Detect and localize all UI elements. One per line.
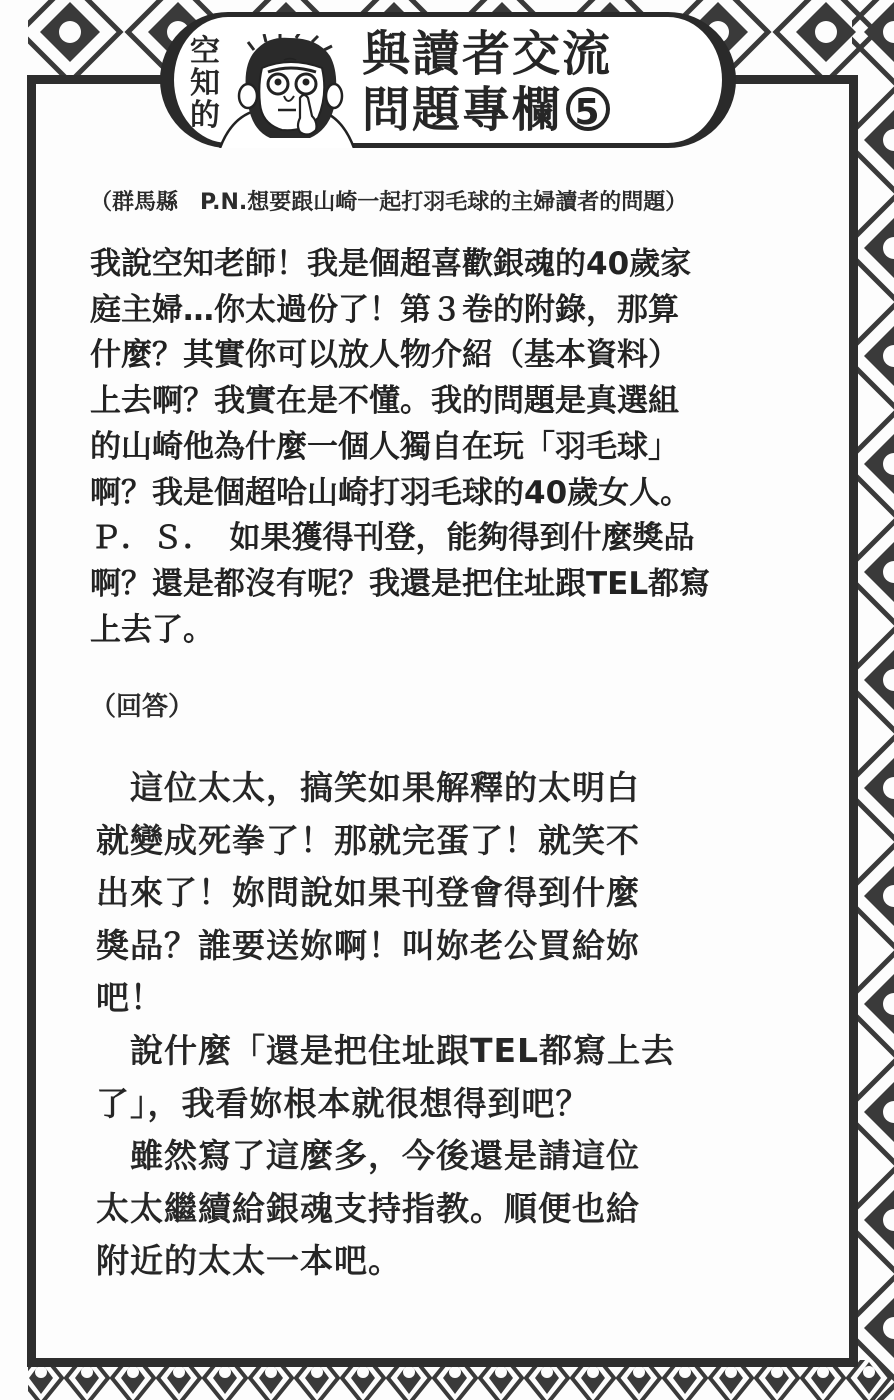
column-title <box>362 26 682 138</box>
author-char: 空 <box>190 34 220 69</box>
question-source-meta: （群馬縣 P.N.想要跟山崎一起打羽毛球的主婦讀者的問題） <box>90 190 688 215</box>
question-line: 的山崎他為什麼一個人獨自在玩「羽毛球」 <box>90 428 679 465</box>
answer-line: 吧！ <box>96 978 164 1018</box>
title-line-2 <box>362 82 682 138</box>
question-line: Ｐ．Ｓ． 如果獲得刊登，能夠得到什麼獎品 <box>90 520 695 557</box>
author-char: 知 <box>190 66 220 101</box>
answer-line: 獎品？誰要送妳啊！叫妳老公買給妳 <box>96 925 640 965</box>
author-char: 的 <box>190 98 220 133</box>
answer-line: 說什麼「還是把住址跟TEL都寫上去 <box>96 1030 676 1070</box>
answer-line: 雖然寫了這麼多，今後還是請這位 <box>96 1136 640 1176</box>
decorative-border-right <box>852 0 894 1400</box>
question-line: 我說空知老師！我是個超喜歡銀魂的40歲家 <box>90 246 692 282</box>
author-answer <box>96 762 796 1288</box>
author-vertical-label <box>188 36 222 132</box>
answer-line: 出來了！妳問說如果刊登會得到什麼 <box>96 873 640 913</box>
answer-line: 這位太太，搞笑如果解釋的太明白 <box>96 768 640 807</box>
issue-number-badge: 5 <box>566 87 610 131</box>
question-line: 庭主婦…你太過份了！第３卷的附錄，那算 <box>90 291 679 328</box>
question-line: 什麼？其實你可以放人物介紹（基本資料） <box>90 337 679 374</box>
reader-question <box>90 242 790 653</box>
answer-line: 附近的太太一本吧。 <box>96 1241 402 1281</box>
answer-label: （回答） <box>90 692 195 722</box>
title-line-1: 與讀者交流 <box>362 26 613 82</box>
question-line: 上去了。 <box>90 611 214 648</box>
answer-line: 就變成死拳了！那就完蛋了！就笑不 <box>96 820 640 860</box>
question-line: 啊？我是個超哈山崎打羽毛球的40歲女人。 <box>90 474 692 511</box>
question-line: 上去啊？我實在是不懂。我的問題是真選組 <box>90 383 679 420</box>
answer-line: 了」，我看妳根本就很想得到吧？ <box>96 1083 590 1123</box>
gorilla-author-portrait-icon <box>218 34 358 148</box>
answer-line: 太太繼續給銀魂支持指教。順便也給 <box>96 1188 640 1228</box>
question-line: 啊？還是都沒有呢？我還是把住址跟TEL都寫 <box>90 565 711 602</box>
title-line-2-text: 問題專欄 <box>362 82 563 138</box>
